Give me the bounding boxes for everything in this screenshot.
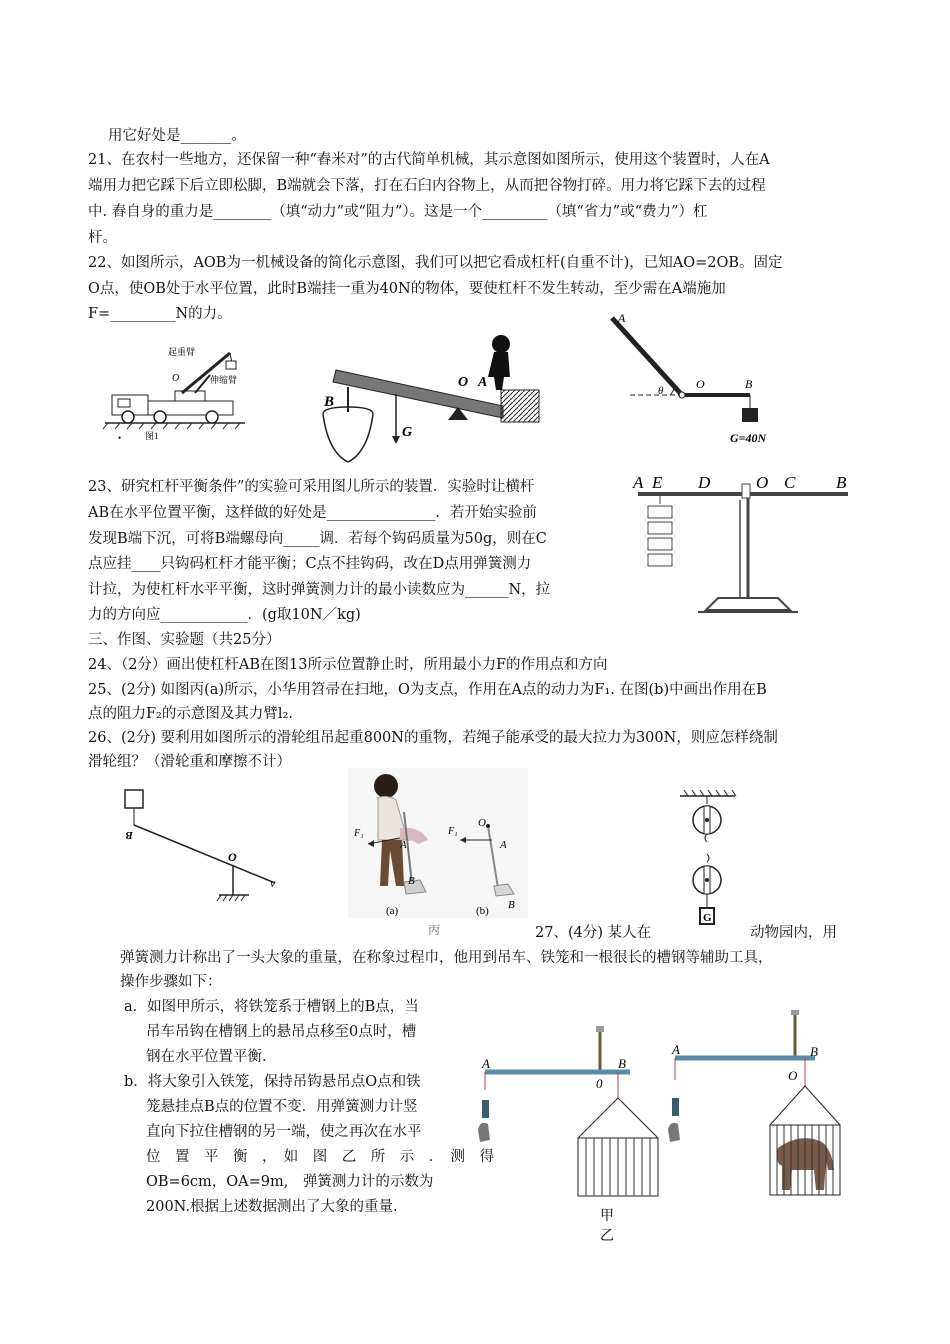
mortar-label: O bbox=[458, 375, 469, 390]
lever23-label: D bbox=[698, 473, 711, 492]
crane-label: O bbox=[172, 373, 180, 384]
lever23-label: A bbox=[633, 473, 644, 492]
question-21-text: 中. 舂自身的重力是________（填“动力”或“阻力”）。这是一个_________（填“省力”或“费力”）杠 bbox=[88, 204, 708, 220]
question-27-text: 动物园内，用 bbox=[750, 925, 837, 941]
pulley-figure bbox=[670, 790, 750, 935]
lever-24-figure bbox=[115, 785, 290, 910]
question-23-text: 发现B端下沉，可将B端螺母向_____调．若每个钩码质量为50g，则在C bbox=[88, 531, 547, 547]
pulley-label: G bbox=[703, 912, 712, 924]
step-a-text: a．如图甲所示，将铁笼系于槽钢上的B点，当 bbox=[124, 999, 419, 1015]
broom-label: A bbox=[500, 839, 507, 851]
broom-label: (b) bbox=[476, 905, 489, 917]
step-a-text: 钢在水平位置平衡. bbox=[146, 1049, 267, 1065]
mortar-label: G bbox=[402, 425, 413, 440]
crane-label: 起重臂 bbox=[168, 347, 196, 357]
crane-truck-figure bbox=[100, 335, 250, 445]
elephant-label: O bbox=[788, 1068, 798, 1083]
step-b-text: OB=6cm，OA=9m, 弹簧测力计的示数为 bbox=[146, 1174, 434, 1190]
lever22-label: θ bbox=[658, 385, 664, 397]
crane-label: • bbox=[118, 433, 122, 443]
lever23-label: C bbox=[784, 473, 796, 492]
text-line: 用它好处是_______。 bbox=[108, 128, 246, 144]
lever-23-figure bbox=[628, 470, 868, 625]
question-25-text: 点的阻力F₂的示意图及其力臂l₂. bbox=[88, 706, 293, 722]
question-23-text: 力的方向应____________．(g取10N／kg) bbox=[88, 607, 361, 623]
elephant-caption: 乙 bbox=[600, 1229, 614, 1244]
lever23-label: B bbox=[836, 473, 847, 492]
elephant-label: B bbox=[618, 1056, 626, 1071]
broom-label: A bbox=[400, 839, 407, 851]
question-23-text: 计拉，为使杠杆水平平衡，这时弹簧测力计的最小读数应为______N，拉 bbox=[88, 582, 551, 598]
question-27-text: 27、(4分) 某人在 bbox=[535, 925, 652, 941]
step-b-text: 200N.根据上述数据测出了大象的重量. bbox=[146, 1199, 398, 1215]
lever22-label: B bbox=[745, 377, 753, 391]
crane-caption: 图1 bbox=[145, 431, 159, 441]
section-heading: 三、作图、实验题（共25分） bbox=[88, 632, 281, 648]
elephant-weighing-figure bbox=[470, 1010, 870, 1245]
question-27-text: 弹簧测力计称出了一头大象的重量，在称象过程巾，他用到吊车、铁笼和一根很长的槽钢等辅助工具， bbox=[120, 950, 773, 966]
step-b-text: 笼悬挂点B点的位置不变．用弹簧测力计竖 bbox=[146, 1099, 418, 1115]
broom-caption: 丙 bbox=[428, 923, 441, 937]
lever24-label: ν bbox=[270, 876, 276, 890]
question-21-text: 杆。 bbox=[88, 230, 117, 246]
question-26-text: 26、(2分) 要利用如图所示的滑轮组吊起重800N的重物，若绳子能承受的最大拉力为300N，则应怎样绕制 bbox=[88, 730, 778, 746]
question-26-text: 滑轮组？（滑轮重和摩擦不计） bbox=[88, 754, 291, 770]
elephant-caption: 甲 bbox=[600, 1209, 614, 1224]
crane-label: 伸缩臂 bbox=[210, 375, 238, 385]
broom-label: (a) bbox=[386, 905, 399, 917]
lever22-label: A bbox=[618, 311, 626, 325]
lever22-label: G=40N bbox=[730, 431, 767, 445]
broom-label: B bbox=[508, 899, 515, 911]
step-b-text: 位 置 平 衡 ， 如 图 乙 所 示 ． 测 得 bbox=[146, 1149, 494, 1165]
question-22-text: 22、如图所示，AOB为一机械设备的简化示意图，我们可以把它看成杠杆(自重不计)，已知AO=2OB。固定 bbox=[88, 255, 783, 271]
question-22-text: F=_________N的力。 bbox=[88, 306, 232, 322]
question-25-text: 25、(2分) 如图丙(a)所示，小华用笤帚在扫地，O为支点，作用在A点的动力为F₁. 在图(b)中画出作用在B bbox=[88, 682, 767, 698]
lever23-label: O bbox=[756, 473, 769, 492]
question-24-text: 24、（2分）画出使杠杆AB在图13所示位置静止时，所用最小力F的作用点和方向 bbox=[88, 657, 608, 673]
broom-figure bbox=[348, 768, 528, 938]
broom-label: B bbox=[408, 875, 415, 887]
question-21-text: 端用力把它踩下后立即松脚，B端就会下落，打在石臼内谷物上，从而把谷物打碎。用力将它踩下去的过程 bbox=[88, 178, 766, 194]
mortar-label: A bbox=[478, 375, 488, 390]
step-b-text: 直向下拉住槽钢的另一端，使之再次在水平 bbox=[146, 1124, 422, 1140]
lever24-label: B bbox=[125, 829, 133, 841]
broom-label: F₁ bbox=[354, 828, 364, 839]
mortar-lever-figure bbox=[318, 332, 543, 472]
question-23-text: 23、研究杠杆平衡条件”的实验可采用图儿所示的装置．实验时让横杆 bbox=[88, 479, 535, 495]
lever23-label: E bbox=[652, 473, 663, 492]
question-21-text: 21、在农村一些地方，还保留一种“舂米对”的古代简单机械，其示意图如图所示，使用这个装置时，人在A bbox=[88, 152, 770, 168]
step-b-text: b．将大象引入铁笼，保持吊钩悬吊点O点和铁 bbox=[124, 1074, 421, 1090]
question-22-text: O点，使OB处于水平位置，此时B端挂一重为40N的物体，要使杠杆不发生转动，至少需在A端施加 bbox=[88, 281, 726, 297]
lever-22-figure bbox=[600, 310, 800, 450]
question-27-text: 操作步骤如下： bbox=[120, 974, 222, 990]
question-23-text: 点应挂____只钩码杠杆才能平衡；C点不挂钩码，改在D点用弹簧测力 bbox=[88, 556, 532, 572]
broom-label: F₁ bbox=[448, 826, 458, 837]
step-a-text: 吊车吊钩在槽钢上的悬吊点移至0点时，槽 bbox=[146, 1024, 417, 1040]
lever22-label: O bbox=[696, 377, 705, 391]
lever24-label: O bbox=[228, 850, 237, 864]
question-23-text: AB在水平位置平衡，这样做的好处是_______________．若开始实验前 bbox=[88, 505, 537, 521]
elephant-label: B bbox=[810, 1044, 818, 1059]
elephant-label: 0 bbox=[596, 1076, 603, 1091]
elephant-label: A bbox=[672, 1042, 680, 1057]
elephant-label: A bbox=[482, 1056, 490, 1071]
mortar-label: B bbox=[324, 394, 335, 410]
broom-label: O bbox=[478, 817, 486, 829]
